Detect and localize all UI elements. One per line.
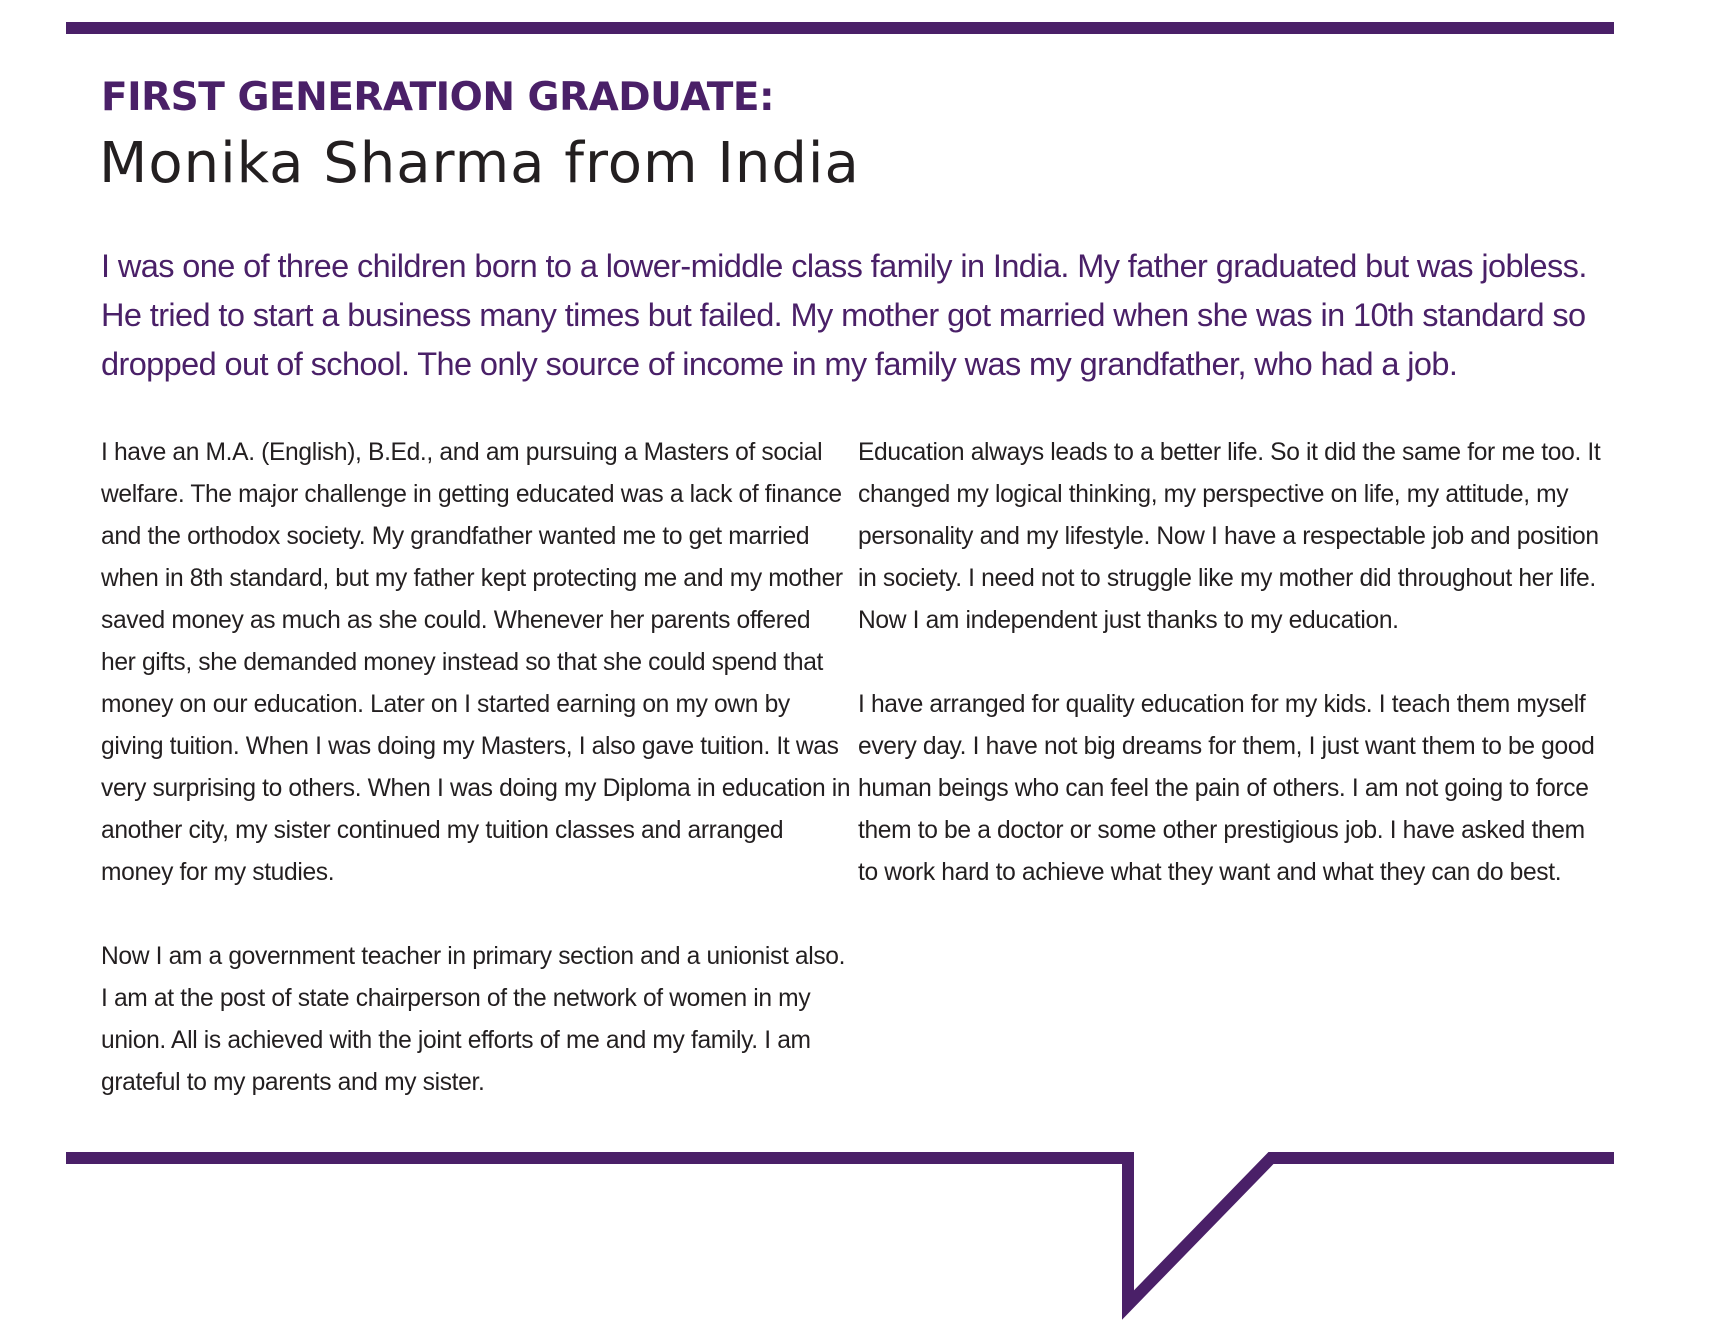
body-paragraph: I have an M.A. (English), B.Ed., and am pursuing a Masters of social welfare. The major challenge in getting educated was a lack of finance and the orthodox society. My grandfather wanted me to get married when in 8th standard, but my father kept protecting me and my mother saved money as much as she could. Whenever her parents offered her gifts, she demanded money instead so that she could spend that money on our education. Later on I started earning on my own by giving tuition. When I was doing my Masters, I also gave tuition. It was very surprising to others. When I was doing my Diploma in education in another city, my sister continued my tuition classes and arranged money for my studies. [101,439,851,886]
intro-paragraph: I was one of three children born to a lower-middle class family in India. My father graduated but was jobless. He tried to start a business many times but failed. My mother got married when she was in 10th standard so dropped out of school. The only source of income in my family was my grandfather, who had a job. [101,248,1587,382]
section-kicker: FIRST GENERATION GRADUATE: [101,75,775,120]
body-paragraph: I have arranged for quality education for my kids. I teach them myself every day. I have not big dreams for them, I just want them to be good human beings who can feel the pain of others. I am not going to force them to be a doctor or some other prestigious job. I have asked them to work hard to achieve what they want and what they can do best. [858,691,1595,886]
right-column [858,432,1610,936]
page-title: Monika Sharma from India [99,131,860,196]
body-paragraph: Now I am a government teacher in primary section and a unionist also. I am at the post of state chairperson of the network of women in my union. All is achieved with the joint efforts of me and my family. I am grateful to my parents and my sister. [101,943,846,1096]
speech-bubble-tail [66,1158,1614,1305]
body-paragraph: Education always leads to a better life. So it did the same for me too. It changed my logical thinking, my perspective on life, my attitude, my personality and my lifestyle. Now I have a respectable job and position in society. I need not to struggle like my mother did throughout her life. Now I am independent just thanks to my education. [858,439,1601,634]
top-border-rule [66,22,1614,34]
left-column [101,432,851,1146]
